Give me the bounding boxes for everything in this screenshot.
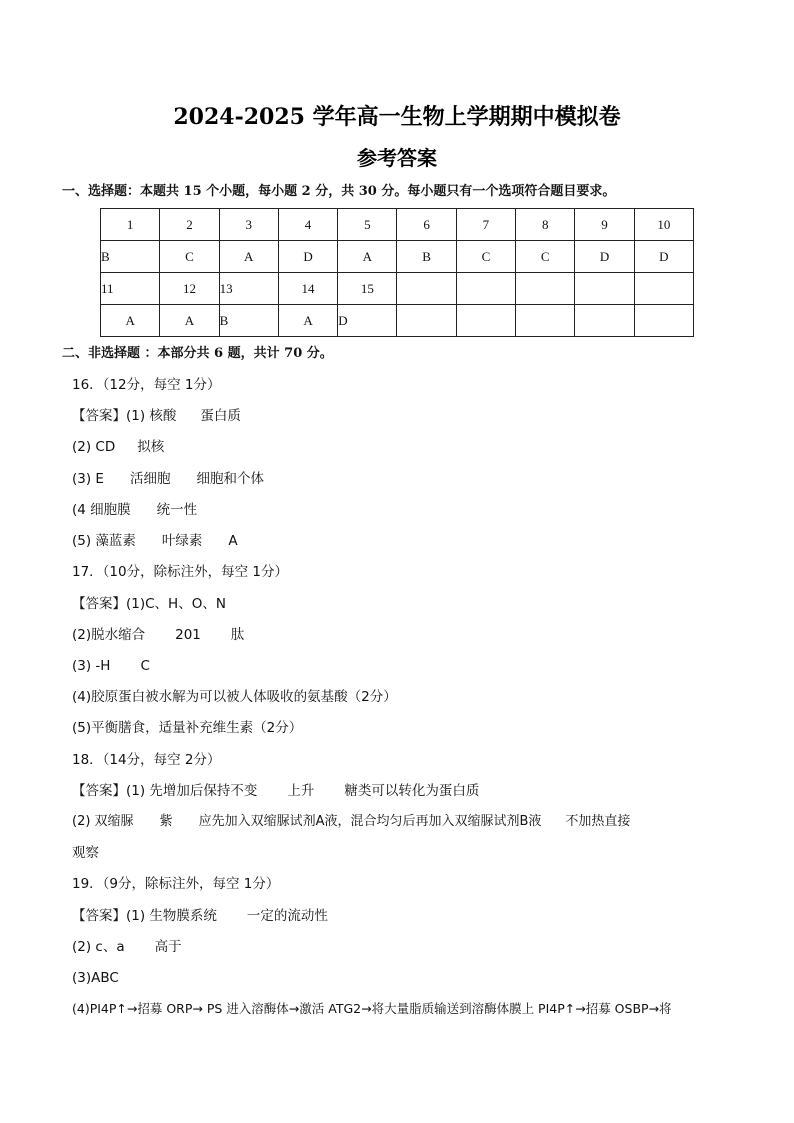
table-cell: 1 <box>101 209 160 241</box>
answer-text: 拟核 <box>137 439 165 455</box>
table-cell: D <box>338 305 397 337</box>
section-heading-nonchoice: 二、非选择题 ：本部分共 6 题，共计 70 分。 <box>62 346 333 361</box>
table-cell <box>456 273 515 305</box>
document-title: 2024-2025 学年高一生物上学期期中模拟卷 <box>173 104 621 130</box>
answer-table <box>100 208 694 337</box>
answer-text: 【答案】(1) 核酸 <box>72 408 177 424</box>
table-cell <box>516 273 575 305</box>
document-subtitle: 参考答案 <box>357 146 437 170</box>
table-cell: A <box>278 305 337 337</box>
table-row <box>101 273 694 305</box>
table-cell <box>575 305 634 337</box>
answer-text: 应先加入双缩脲试剂A液，混合均匀后再加入双缩脲试剂B液 <box>198 814 542 829</box>
table-cell: B <box>397 241 456 273</box>
q16-answer-3 <box>72 470 264 488</box>
table-cell: C <box>456 241 515 273</box>
answer-text: 细胞和个体 <box>196 471 264 487</box>
table-cell <box>634 305 693 337</box>
table-cell: A <box>219 241 278 273</box>
table-cell: A <box>338 241 397 273</box>
table-cell: 15 <box>338 273 397 305</box>
answer-text: (4 细胞膜 <box>72 502 131 518</box>
answer-text: 上升 <box>287 783 315 799</box>
table-cell <box>456 305 515 337</box>
table-cell: 12 <box>160 273 219 305</box>
q17-answer-2 <box>72 626 244 644</box>
answer-text: 201 <box>175 627 201 643</box>
q17-answer-4: (4)胶原蛋白被水解为可以被人体吸收的氨基酸（2分） <box>72 689 397 705</box>
answer-text: 肽 <box>230 627 245 643</box>
table-cell: 4 <box>278 209 337 241</box>
table-cell: D <box>575 241 634 273</box>
answer-text: (5) 藻蓝素 <box>72 533 136 549</box>
q19-answer-4: (4)PI4P↑→招募 ORP→ PS 进入溶酶体→激活 ATG2→将大量脂质输送到溶酶体膜上 PI4P↑→招募 OSBP→将 <box>72 1001 672 1016</box>
answer-text: (2) c、a <box>72 939 125 955</box>
q19-answer-3: (3)ABC <box>72 970 119 986</box>
answer-text: 紫 <box>159 814 173 829</box>
q16-answer-2 <box>72 438 164 456</box>
table-cell: C <box>516 241 575 273</box>
answer-text: 【答案】(1) 生物膜系统 <box>72 908 217 924</box>
table-row <box>101 305 694 337</box>
answer-text: (2)脱水缩合 <box>72 627 146 643</box>
table-cell: 10 <box>634 209 693 241</box>
table-cell: 9 <box>575 209 634 241</box>
q18-header: 18．（14分，每空 2分） <box>72 752 221 768</box>
table-cell: 3 <box>219 209 278 241</box>
answer-text: A <box>228 533 238 549</box>
q16-header: 16．（12分，每空 1分） <box>72 377 221 393</box>
table-cell <box>516 305 575 337</box>
q16-answer-4 <box>72 501 197 519</box>
answer-text: 统一性 <box>156 502 198 518</box>
table-row <box>101 241 694 273</box>
q19-answer-2 <box>72 938 182 956</box>
answer-text: (2) CD <box>72 439 116 455</box>
table-cell: 8 <box>516 209 575 241</box>
table-cell: 11 <box>101 273 160 305</box>
table-cell: 7 <box>456 209 515 241</box>
q19-answer-1 <box>72 907 328 925</box>
table-cell: D <box>278 241 337 273</box>
table-cell: A <box>101 305 160 337</box>
answer-text: (2) 双缩脲 <box>72 814 134 829</box>
answer-text: C <box>140 658 150 674</box>
answer-text: 糖类可以转化为蛋白质 <box>344 783 480 799</box>
answer-text: 活细胞 <box>129 471 171 487</box>
q17-answer-3 <box>72 657 150 675</box>
answer-text: 一定的流动性 <box>246 908 328 924</box>
table-cell: 6 <box>397 209 456 241</box>
q19-header: 19．（9分，除标注外，每空 1分） <box>72 876 280 892</box>
q18-answer-1 <box>72 782 479 800</box>
q17-answer-5: (5)平衡膳食，适量补充维生素（2分） <box>72 720 303 736</box>
q17-answer-1: 【答案】(1)C、H、O、N <box>72 596 226 612</box>
table-cell: B <box>219 305 278 337</box>
answer-text: 不加热直接 <box>565 814 631 829</box>
table-cell: A <box>160 305 219 337</box>
table-cell: 14 <box>278 273 337 305</box>
table-cell <box>397 305 456 337</box>
table-cell: C <box>160 241 219 273</box>
answer-text: 【答案】(1) 先增加后保持不变 <box>72 783 258 799</box>
table-cell <box>575 273 634 305</box>
answer-text: (3) -H <box>72 658 111 674</box>
answer-text: 叶绿素 <box>161 533 203 549</box>
q16-answer-1 <box>72 407 241 425</box>
table-cell <box>634 273 693 305</box>
table-cell: B <box>101 241 160 273</box>
table-cell: 13 <box>219 273 278 305</box>
answer-text: 高于 <box>154 939 182 955</box>
q17-header: 17．（10分，除标注外，每空 1分） <box>72 564 288 580</box>
q18-answer-2-continued: 观察 <box>72 845 99 861</box>
q16-answer-5 <box>72 532 238 550</box>
table-row <box>101 209 694 241</box>
section-heading-choice: 一、选择题：本题共 15 个小题，每小题 2 分，共 30 分。每小题只有一个选项符合题目要求。 <box>62 184 616 199</box>
answer-text: (3) E <box>72 471 104 487</box>
q18-answer-2 <box>72 813 630 831</box>
table-cell: D <box>634 241 693 273</box>
table-cell: 5 <box>338 209 397 241</box>
answer-text: 蛋白质 <box>200 408 241 424</box>
table-cell <box>397 273 456 305</box>
table-cell: 2 <box>160 209 219 241</box>
